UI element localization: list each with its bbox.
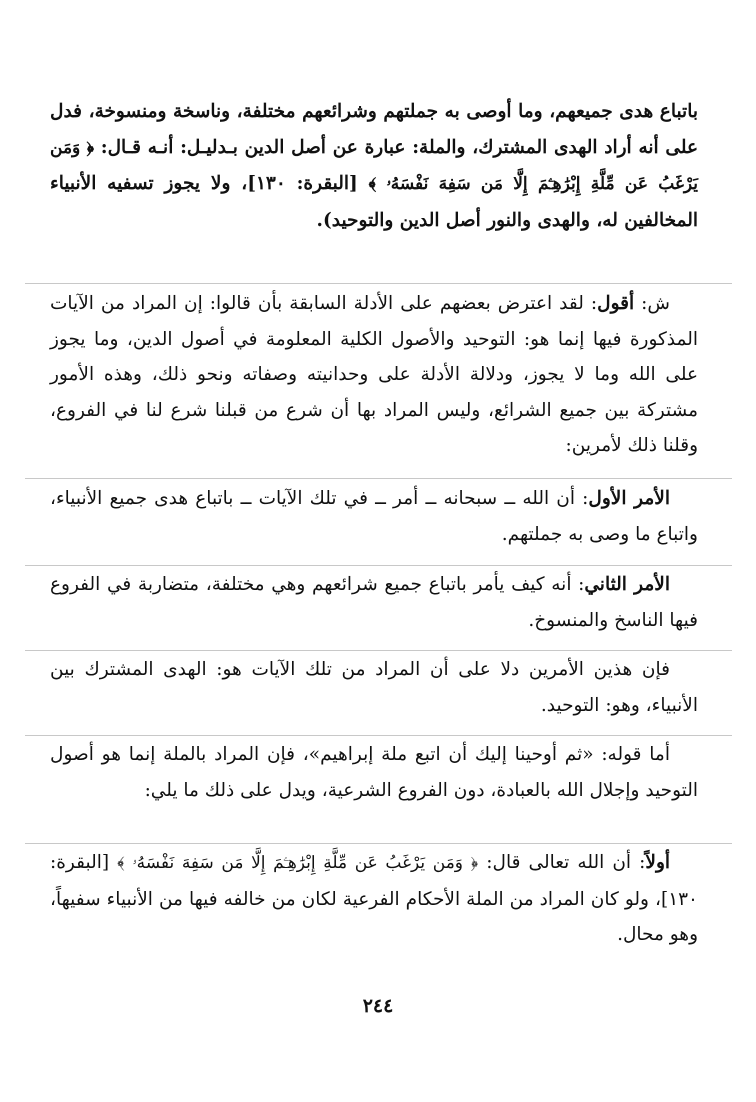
firstly-text-end: [البقرة: ١٣٠]، ولو كان المراد من الملة الأحكام الفرعية لكان من خالفه فيها من الأنبياء سفيهاً، وهو محال. bbox=[50, 852, 698, 945]
first-matter-text: : أن الله ــ سبحانه ــ أمر ــ في تلك الآيات ــ باتباع هدى جميع الأنبياء، واتباع ما وصى به جملتهم. bbox=[50, 488, 698, 545]
commentary-prefix: ش: bbox=[634, 293, 670, 314]
paragraph-firstly bbox=[50, 845, 698, 953]
second-matter-text: : أنه كيف يأمر باتباع جميع شرائعهم وهي مختلفة، متضاربة في الفروع فيها الناسخ والمنسوخ. bbox=[50, 574, 698, 631]
commentary-text: : لقد اعترض بعضهم على الأدلة السابقة بأن قالوا: إن المراد من الآيات المذكورة فيها إنما هو: التوحيد والأصول الكلية المعلومة في أصول الدين، وما يجوز على الله وما لا يجوز، ودلالة الأدلة على وحدانيته وصفاته ونحو ذلك، وهذه الأمور مشتركة بين جميع الشرائع، وليس المراد بها أن شرع من قبلنا شرع لنا في الفروع، وقلنا ذلك لأمرين: bbox=[50, 293, 698, 456]
commentary-keyword: أقول bbox=[597, 293, 635, 314]
firstly-heading: أولاً bbox=[645, 852, 671, 873]
millah-text: أما قوله: «ثم أوحينا إليك أن اتبع ملة إبراهيم»، فإن المراد بالملة إنما هو أصول التوحيد وإجلال الله بالعبادة، دون الفروع الشرعية، ويدل على ذلك ما يلي: bbox=[50, 744, 698, 801]
divider bbox=[25, 478, 732, 479]
second-matter-heading: الأمر الثاني bbox=[584, 574, 670, 595]
divider bbox=[25, 735, 732, 736]
paragraph-first-matter bbox=[50, 481, 698, 552]
page-number: ٢٤٤ bbox=[362, 995, 394, 1017]
opening-text-end: [البقرة: ١٣٠]، ولا يجوز تسفيه الأنبياء المخالفين له، والهدى والنور أصل الدين والتوحيد). bbox=[50, 173, 698, 231]
divider bbox=[25, 565, 732, 566]
first-matter-heading: الأمر الأول bbox=[588, 488, 670, 509]
quran-verse: ﴿ وَمَن يَرْغَبُ عَن مِّلَّةِ إِبْرَٰهِـۧمَ إِلَّا مَن سَفِهَ نَفْسَهُۥ ﴾ bbox=[50, 137, 698, 194]
conclusion-text: فإن هذين الأمرين دلا على أن المراد من تلك الآيات هو: الهدى المشترك بين الأنبياء، وهو: التوحيد. bbox=[50, 659, 698, 716]
opening-text: باتباع هدى جميعهم، وما أوصى به جملتهم وشرائعهم مختلفة، وناسخة ومنسوخة، فدل على أنه أراد الهدى المشترك، والملة: عبارة عن أصل الدين بـدليـل: أنـه قـال: bbox=[50, 101, 698, 158]
divider bbox=[25, 843, 732, 844]
firstly-text: : أن الله تعالى قال: bbox=[478, 852, 646, 873]
paragraph-commentary bbox=[50, 286, 698, 464]
divider bbox=[25, 650, 732, 651]
paragraph-conclusion bbox=[50, 652, 698, 723]
divider bbox=[25, 283, 732, 284]
paragraph-opening bbox=[50, 94, 698, 238]
paragraph-second-matter bbox=[50, 567, 698, 638]
paragraph-millah bbox=[50, 737, 698, 808]
quran-verse: ﴿ وَمَن يَرْغَبُ عَن مِّلَّةِ إِبْرَٰهِـۧمَ إِلَّا مَن سَفِهَ نَفْسَهُۥ ﴾ bbox=[117, 853, 479, 873]
